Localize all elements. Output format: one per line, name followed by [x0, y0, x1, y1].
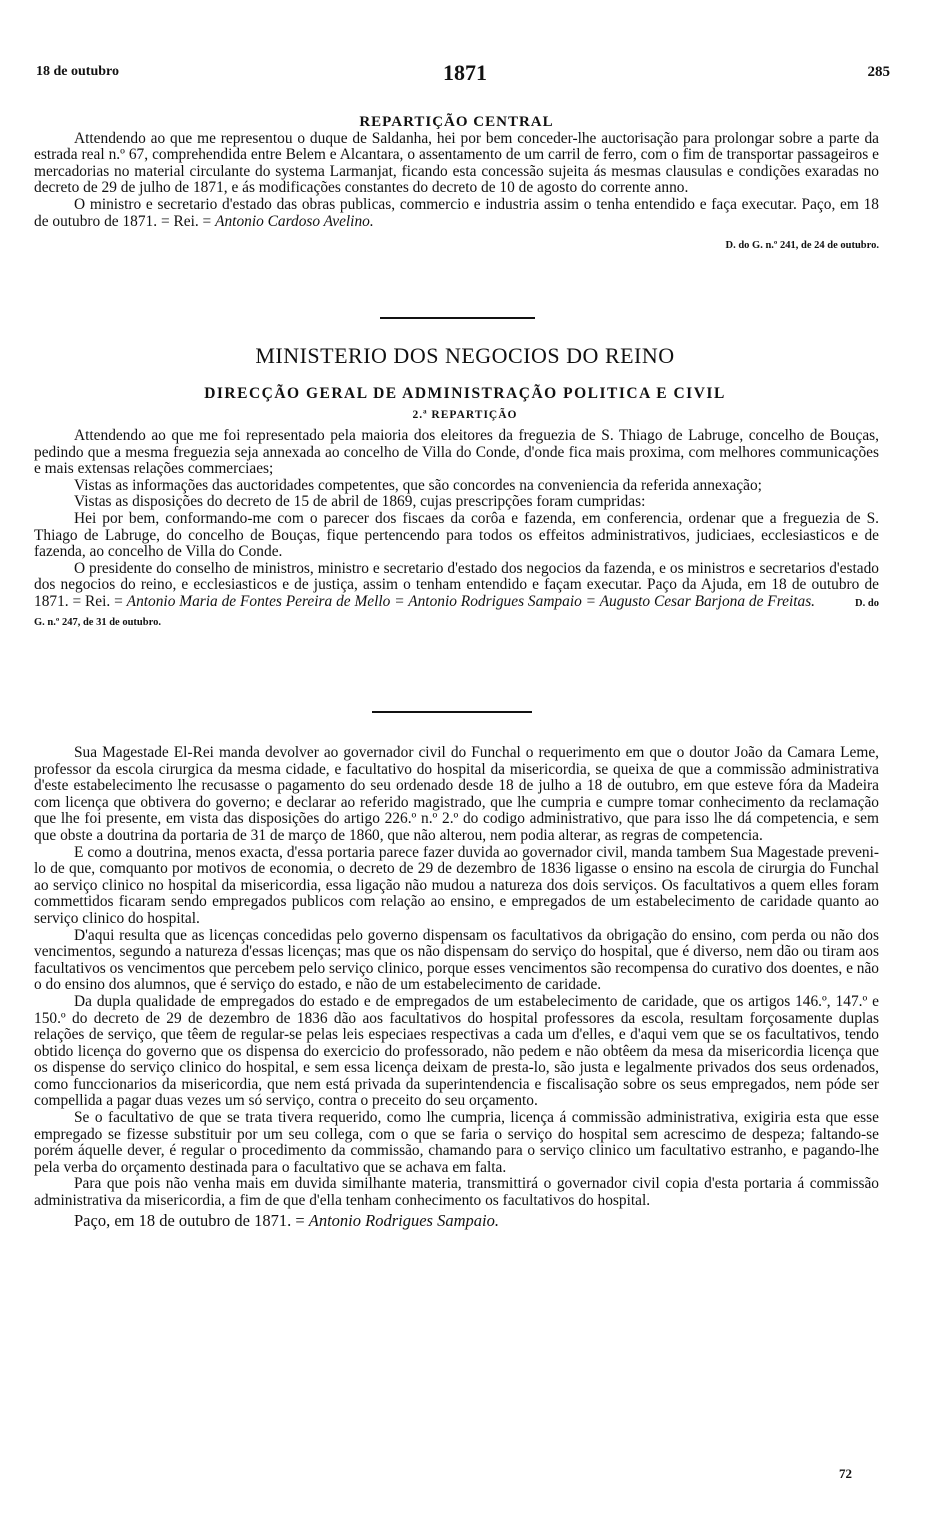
- paragraph: D'aqui resulta que as licenças concedidas pelo governo dispensam os facultativos da obrigação do ensino, com perda ou não dos vencimentos, segundo a natureza d'essas licenças; mas que os não dispensam do serviço do hospital, que é diverso, nem dão ou tiram aos facultativos os vencimentos que percebem pelo serviço clinico, porque esses vencimentos são recompensa do curativo dos doentes, e não o do ensino dos alumnos, que é serviço do estado, e não de um estabelecimento de caridade.: [34, 926, 879, 994]
- source-note: D. do G. n.º 247, de 31 de outubro.: [34, 597, 879, 628]
- paragraph: [34, 197, 879, 230]
- paragraph: Da dupla qualidade de empregados do estado e de empregados de um estabelecimento de caridade, que os artigos 146.º, 147.º e 150.º do decreto de 29 de dezembro de 1836 dão aos facultativos do hospital professores da escola, resultam forçosamente duplas relações de serviço, que têem de regular-se pelas leis especiaes respectivas a cada um d'elles, e d'aqui vem que se os facultativos, tendo obtido licença do governo que os dispensa do exercicio do professorado, não pedem e não obtêem da mesa da misericordia licença que os dispense do serviço clinico do hospital, e sem essa licença deixam de presta-lo, são justa e legalmente privados dos seus ordenados, como funccionarios da misericordia, que nem está privada da superintendencia e fiscalisação sobre os seus empregados, nem póde ser compellida a pagar duas vezes um só serviço, contra o preceito do seu orçamento.: [34, 992, 879, 1110]
- source-note: D. do G. n.º 241, de 24 de outubro.: [725, 240, 879, 252]
- paragraph: Para que pois não venha mais em duvida similhante materia, transmittirá o governador civil copia d'esta portaria á commissão administrativa da misericordia, a fim de que d'ella tenham conhecimento os facultativos do hospital.: [34, 1175, 879, 1210]
- paragraph: Hei por bem, conformando-me com o parecer dos fiscaes da corôa e fazenda, em conferencia, ordenar que a freguezia de S. Thiago de Labruge, do concelho de Bouças, fique pertencendo para todos os effeitos administrativos, judiciaes, ecclesiasticos e de fazenda, ao concelho de Villa do Conde.: [34, 509, 879, 561]
- paragraph: Vistas as informações das auctoridades competentes, que são concordes na conveniencia da referida annexação;: [74, 476, 762, 494]
- section-portaria: [34, 745, 879, 1229]
- closing-text: Paço, em 18 de outubro de 1871. =: [74, 1210, 309, 1230]
- section-reino: [34, 428, 879, 631]
- page-number: 285: [867, 64, 890, 80]
- paragraph-text: O ministro e secretario d'estado das obras publicas, commercio e industria assim o tenha entendido e faça executar. Paço, em 18 de outubro de 1871. = Rei. =: [34, 195, 879, 230]
- section-reparticao-central: [34, 114, 879, 255]
- signature: Antonio Rodrigues Sampaio.: [308, 1210, 499, 1230]
- section-title: REPARTIÇÃO CENTRAL: [359, 114, 554, 130]
- divider: [380, 317, 535, 319]
- paragraph: Attendendo ao que me representou o duque de Saldanha, hei por bem conceder-lhe auctorisação para prolongar sobre a parte da estrada real n.º 67, comprehendida entre Belem e Alcantara, o assentamento de um carril de ferro, com o fim de transportar passageiros e mercadorias no material circulante do systema Larmanjat, ficando esta concessão sujeita ás mesmas clausulas e condições exaradas no decreto de 29 de julho de 1871, e ás modificações constantes do decreto de 10 de agosto do corrente anno.: [34, 129, 879, 197]
- signature-mark: 72: [839, 1466, 852, 1481]
- reparticao-title: 2.ª REPARTIÇÃO: [412, 409, 518, 421]
- closing-line: [34, 1210, 879, 1230]
- paragraph: Se o facultativo de que se trata tivera requerido, como lhe cumpria, licença á commissão administrativa, exigiria esta que esse empregado se fizesse substituir por um seu collega, com o que se faria o serviço do hospital sem acrescimo de despeza; faltando-se porém áquelle dever, é regular o procedimento da commissão, chamando para o serviço clinico um facultativo estranho, e pagando-lhe pela verba do orçamento destinada para o facultativo que se achava em falta.: [34, 1109, 879, 1176]
- signature: Antonio Maria de Fontes Pereira de Mello = Antonio Rodrigues Sampaio = Augusto Cesar Barjona de Freitas.: [126, 592, 816, 610]
- ministry-title: MINISTERIO DOS NEGOCIOS DO REINO: [255, 343, 675, 368]
- divider: [372, 711, 532, 713]
- paragraph: [34, 561, 879, 631]
- paragraph: Vistas as disposições do decreto de 15 de abril de 1869, cujas prescripções foram cumpridas:: [74, 493, 646, 511]
- direccao-title: DIRECÇÃO GERAL DE ADMINISTRAÇÃO POLITICA E CIVIL: [204, 385, 726, 402]
- paragraph: Sua Magestade El-Rei manda devolver ao governador civil do Funchal o requerimento em que o doutor João da Camara Leme, professor da escola cirurgica da mesma cidade, e facultativo do hospital da misericordia, se queixa de que a commissão administrativa d'este estabelecimento lhe recusasse o pagamento do seu ordenado desde 18 de julho a 18 de outubro, em que esteve fóra da Madeira com licença que obtivera do governo; e declarar ao referido magistrado, que lhe cumpria e cumpre tomar conhecimento da reclamação que lhe foi presente, em vista das disposições do artigo 226.º n.º 2.º do codigo administrativo, que para isso lhe dá competencia, e sem que obste a doutrina da portaria de 31 de março de 1860, que não alterou, nem podia alterar, as regras de competencia.: [34, 744, 879, 844]
- paragraph: Attendendo ao que me foi representado pela maioria dos eleitores da freguezia de S. Thiago de Labruge, concelho de Bouças, pedindo que a mesma freguezia seja annexada ao concelho de Villa do Conde, d'onde fica mais proxima, com melhores communicações e mais extensas relações commerciaes;: [34, 427, 879, 478]
- header-date: 18 de outubro: [36, 64, 119, 79]
- header-year: 1871: [443, 60, 487, 85]
- paragraph: E como a doutrina, menos exacta, d'essa portaria parece fazer duvida ao governador civil, manda tambem Sua Magestade preveni-lo de que, comquanto por motivos de economia, o decreto de 29 de dezembro de 1836 ligasse o ensino na escola de cirurgia do Funchal ao serviço clinico no hospital da misericordia, essa ligação não mudou a natureza dos dois serviços. Os facultativos a quem elles foram commettidos ficaram sendo empregados publicos com relação ao ensino, e empregados de um estabelecimento de caridade quanto ao serviço clinico do hospital.: [34, 843, 879, 927]
- signature: Antonio Cardoso Avelino.: [215, 212, 374, 230]
- paragraph-text: O presidente do conselho de ministros, ministro e secretario d'estado dos negocios da fazenda, e os ministros e secretarios d'estado dos negocios do reino, e ecclesiasticos e de justiça, assim o tenham entendido e façam executar. Paço da Ajuda, em 18 de outubro de 1871. = Rei. =: [34, 559, 879, 610]
